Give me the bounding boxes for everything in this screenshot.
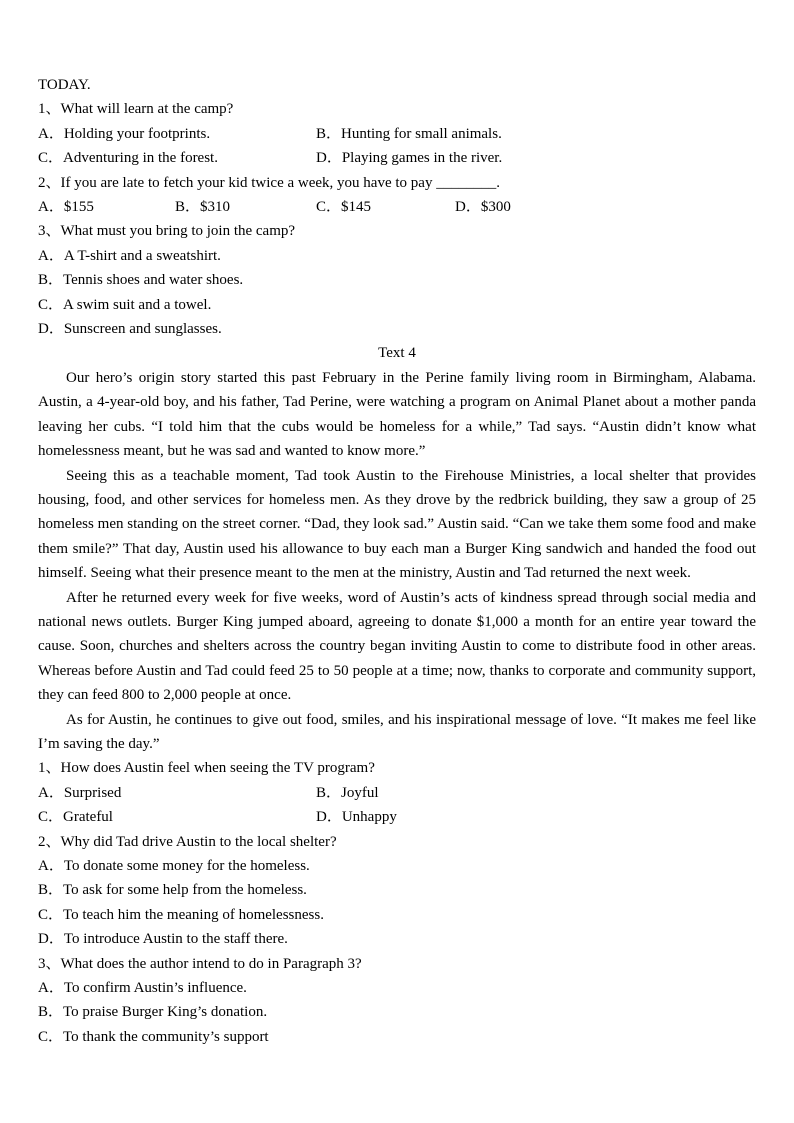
text4-q2-option-c: C．To teach him the meaning of homelessness.: [38, 906, 324, 923]
option: D．$300: [455, 199, 511, 216]
text4-q3-option-c: C．To thank the community’s support: [38, 1028, 269, 1045]
text4-q2-option-b: B．To ask for some help from the homeless.: [38, 882, 307, 899]
option: C．Adventuring in the forest.: [38, 150, 218, 167]
text4-q2-option-a: A．To donate some money for the homeless.: [38, 858, 310, 874]
option: B．Joyful: [316, 784, 379, 801]
text4-question-1: 1、How does Austin feel when seeing the TV program?: [38, 760, 375, 777]
option: A．$155: [38, 199, 94, 216]
text4-paragraph-3: After he returned every week for five weeks, word of Austin’s acts of kindness spread through social media and national news outlets. Burger King jumped aboard, agreeing to donate $1,000 a month for an entire year toward the cause. Soon, churches and shelters across the country began inviting Austin to come to distribute food in other areas. Whereas before Austin and Tad could feed 25 to 50 people at a time; now, thanks to corporate and community support, they can feed 800 to 2,000 people at once.: [38, 589, 756, 704]
option: D．Playing games in the river.: [316, 150, 503, 167]
text3-question-3: 3、What must you bring to join the camp?: [38, 223, 296, 240]
option: A．Surprised: [38, 784, 122, 801]
text4-paragraph-1: Our hero’s origin story started this past February in the Perine family living room in Birmingham, Alabama. Austin, a 4-year-old boy, and his father, Tad Perine, were watching a program on Animal Planet about a mother panda leaving her cubs. “I told him that the cubs would be homeless for a while,” Tad says. “Austin didn’t know what homelessness meant, but he was sad and wanted to know more.”: [38, 369, 756, 460]
text4-q3-option-b: B．To praise Burger King’s donation.: [38, 1004, 268, 1021]
text3-q3-option-d: D．Sunscreen and sunglasses.: [38, 321, 222, 338]
text4-question-3: 3、What does the author intend to do in Paragraph 3?: [38, 955, 362, 972]
text4-paragraph-4: As for Austin, he continues to give out food, smiles, and his inspirational message of love. “It makes me feel like I’m saving the day.”: [38, 711, 756, 752]
text4-q2-option-d: D．To introduce Austin to the staff there.: [38, 931, 288, 948]
text3-q1-options-cd: [38, 146, 756, 170]
text4-paragraph-2: Seeing this as a teachable moment, Tad took Austin to the Firehouse Ministries, a local shelter that provides housing, food, and other services for homeless men. As they drove by the redbrick building, they saw a group of 25 homeless men standing on the street corner. “Dad, they look sad.” Austin said. “Can we take them some food and make them smile?” That day, Austin used his allowance to buy each man a Burger King sandwich and handed the food out himself. Seeing what their presence meant to the men at the ministry, Austin and Tad returned the next week.: [38, 467, 756, 582]
option: A．Holding your footprints.: [38, 125, 211, 142]
text4-q3-option-a: A．To confirm Austin’s influence.: [38, 980, 247, 997]
option: D．Unhappy: [316, 809, 397, 826]
option: B．Hunting for small animals.: [316, 125, 502, 142]
text4-title: Text 4: [378, 345, 416, 362]
text3-q3-option-c: C．A swim suit and a towel.: [38, 296, 212, 313]
today-line: TODAY.: [38, 77, 91, 93]
text4-q1-options-cd: [38, 805, 756, 829]
text4-q1-options-ab: [38, 781, 756, 805]
text3-question-1: 1、What will learn at the camp?: [38, 101, 234, 118]
text3-q2-options: [38, 195, 756, 219]
option: B．$310: [175, 199, 231, 216]
text3-q1-options-ab: [38, 122, 756, 146]
text3-q3-option-a: A．A T-shirt and a sweatshirt.: [38, 247, 221, 264]
option: C．$145: [316, 199, 372, 216]
text3-q3-option-b: B．Tennis shoes and water shoes.: [38, 272, 244, 289]
option: C．Grateful: [38, 809, 113, 826]
text3-question-2: 2、If you are late to fetch your kid twice a week, you have to pay ________.: [38, 174, 500, 191]
text4-question-2: 2、Why did Tad drive Austin to the local shelter?: [38, 833, 337, 850]
